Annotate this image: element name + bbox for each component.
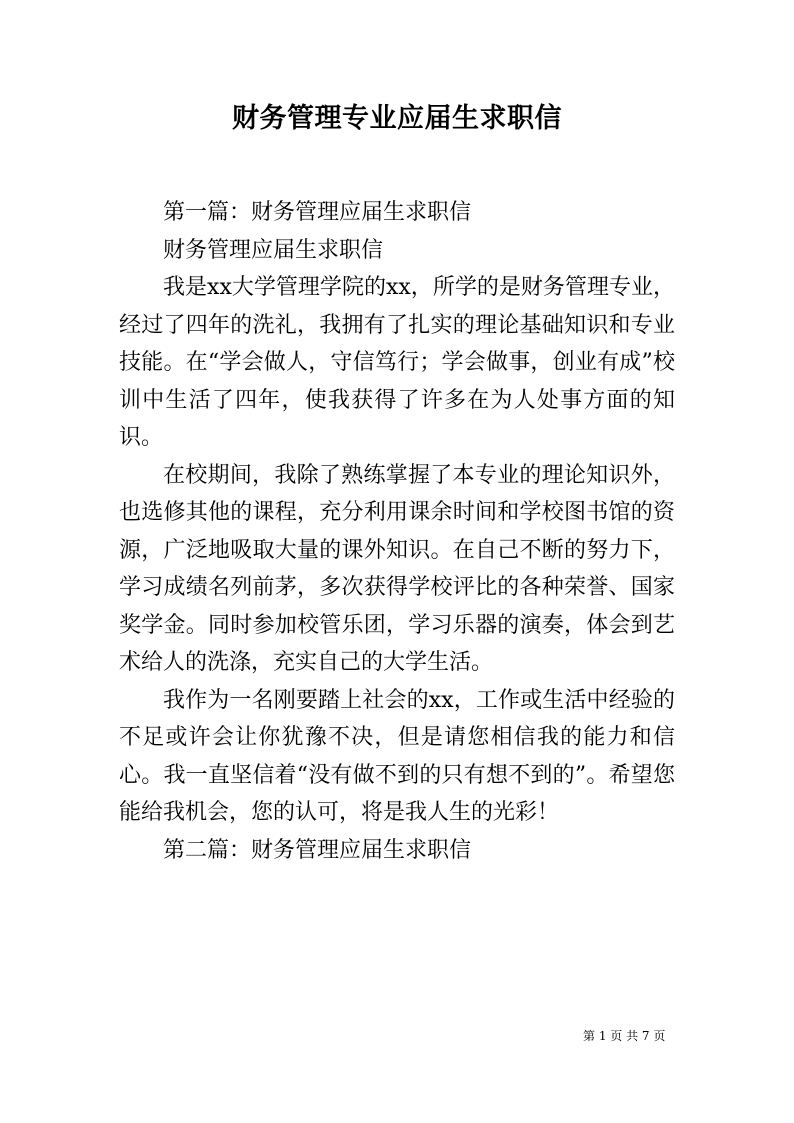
page-number-footer: 第 1 页 共 7 页 xyxy=(583,1029,666,1043)
paragraph-school: 在校期间，我除了熟练掌握了本专业的理论知识外，也选修其他的课程，充分利用课余时间和学校图书馆的资源，广泛地吸取大量的课外知识。在自己不断的努力下，学习成绩名列前茅，多次获得学校评比的各种荣誉、国家奖学金。同时参加校管乐团，学习乐器的演奏，体会到艺术给人的洗涤，充实自己的大学生活。 xyxy=(119,462,675,675)
document-body xyxy=(119,194,675,869)
paragraph-intro: 我是xx大学管理学院的xx，所学的是财务管理专业，经过了四年的洗礼，我拥有了扎实的理论基础知识和专业技能。在“学会做人，守信笃行；学会做事，创业有成”校训中生活了四年，使我获得了许多在为人处事方面的知识。 xyxy=(119,275,675,450)
document-title: 财务管理专业应届生求职信 xyxy=(232,103,562,134)
section-heading-2: 第二篇：财务管理应届生求职信 xyxy=(163,837,472,863)
letter-heading: 财务管理应届生求职信 xyxy=(163,237,384,263)
section-heading-1: 第一篇：财务管理应届生求职信 xyxy=(163,200,472,225)
paragraph-closing: 我作为一名刚要踏上社会的xx，工作或生活中经验的不足或许会让你犹豫不决，但是请您相信我的能力和信心。我一直坚信着“没有做不到的只有想不到的”。希望您能给我机会，您的认可，将是我人生的光彩！ xyxy=(119,687,675,825)
